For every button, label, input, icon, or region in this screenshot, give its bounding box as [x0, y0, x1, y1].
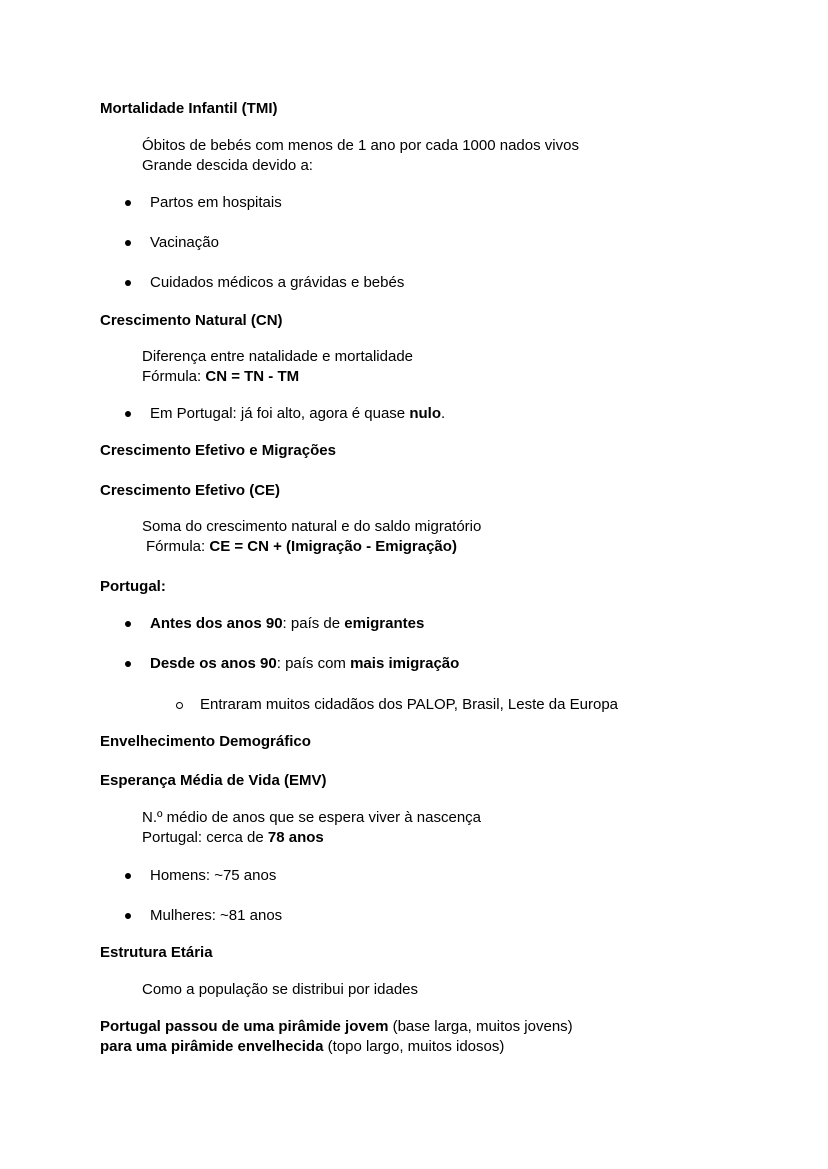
text: .: [440, 405, 446, 422]
heading-migracoes: Crescimento Efetivo e Migrações: [100, 442, 336, 459]
tmi-definition: Óbitos de bebés com menos de 1 ano por cada 1000 nados vivos: [142, 137, 579, 154]
list-item: [150, 614, 424, 634]
etaria-definition: Como a população se distribui por idades: [142, 981, 418, 998]
heading-tmi: Mortalidade Infantil (TMI): [100, 100, 278, 117]
text-bold: Antes dos anos 90: [150, 615, 283, 632]
cn-formula: [142, 367, 299, 387]
heading-portugal: Portugal:: [100, 578, 166, 595]
heading-cn: Crescimento Natural (CN): [100, 312, 283, 329]
conclusion-line-1: [100, 1017, 573, 1037]
tmi-descida: Grande descida devido a:: [142, 157, 313, 174]
text: : país com: [276, 655, 351, 672]
text-bold: nulo: [409, 405, 441, 422]
text-bold: Desde os anos 90: [150, 655, 277, 672]
list-item: [150, 404, 445, 424]
heading-emv: Esperança Média de Vida (EMV): [100, 772, 327, 789]
text: (base larga, muitos jovens): [388, 1018, 573, 1035]
list-item: Partos em hospitais: [150, 194, 282, 211]
cn-definition: Diferença entre natalidade e mortalidade: [142, 348, 414, 365]
heading-envelhecimento: Envelhecimento Demográfico: [100, 733, 311, 750]
text-bold: mais imigração: [350, 655, 460, 672]
emv-portugal: [142, 828, 324, 848]
text-bold: emigrantes: [344, 615, 425, 632]
list-item: Vacinação: [150, 234, 219, 251]
text-bold: 78 anos: [267, 829, 324, 846]
heading-estrutura-etaria: Estrutura Etária: [100, 944, 213, 961]
text-bold: para uma pirâmide envelhecida: [100, 1038, 324, 1055]
text: Em Portugal: já foi alto, agora é quase: [150, 405, 410, 422]
formula-label: Fórmula:: [146, 538, 210, 555]
ce-definition: Soma do crescimento natural e do saldo migratório: [142, 518, 482, 535]
formula: CN = TN - TM: [205, 368, 300, 385]
conclusion-line-2: [100, 1037, 504, 1057]
sub-list-item: Entraram muitos cidadãos dos PALOP, Brasil, Leste da Europa: [200, 696, 619, 713]
text: Portugal: cerca de: [142, 829, 268, 846]
ce-formula: [146, 537, 457, 557]
text: : país de: [282, 615, 345, 632]
formula: CE = CN + (Imigração - Emigração): [209, 538, 457, 555]
text: (topo largo, muitos idosos): [323, 1038, 505, 1055]
text-bold: Portugal passou de uma pirâmide jovem: [100, 1018, 389, 1035]
list-item: Cuidados médicos a grávidas e bebés: [150, 274, 405, 291]
formula-label: Fórmula:: [142, 368, 206, 385]
list-item: Homens: ~75 anos: [150, 867, 277, 884]
emv-definition: N.º médio de anos que se espera viver à nascença: [142, 809, 482, 826]
list-item: Mulheres: ~81 anos: [150, 907, 283, 924]
list-item: [150, 654, 459, 674]
heading-ce: Crescimento Efetivo (CE): [100, 482, 281, 499]
